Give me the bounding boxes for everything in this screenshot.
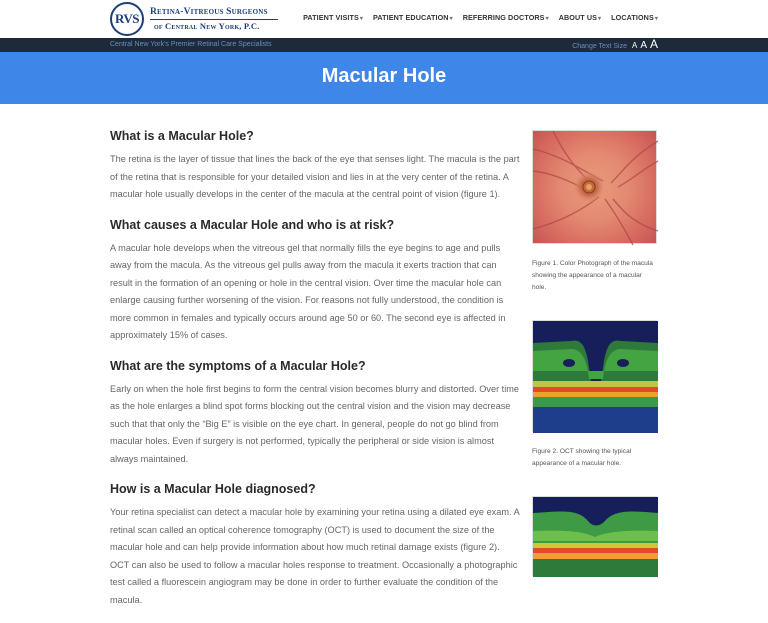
chevron-down-icon: ▾ xyxy=(598,16,602,22)
section-heading: How is a Macular Hole diagnosed? xyxy=(110,482,316,496)
nav-referring-doctors[interactable] xyxy=(463,13,549,22)
logo-wordmark xyxy=(150,7,278,32)
section-heading: What is a Macular Hole? xyxy=(110,129,254,143)
section-body: The retina is the layer of tissue that lines the back of the eye that senses light. The macula is the part of the retina that is responsible for your detailed vision and lies in at the very center of the retina. A macular hole usually develops in the center of the macula at the central point of vision (figure 1). xyxy=(110,154,520,199)
chevron-down-icon: ▾ xyxy=(545,16,549,22)
text-size-small-button[interactable]: A xyxy=(631,41,638,50)
chevron-down-icon: ▾ xyxy=(359,16,364,22)
nav-patient-education[interactable] xyxy=(373,13,453,22)
text-size-large-button[interactable]: A xyxy=(649,37,658,51)
chevron-down-icon: ▾ xyxy=(654,16,658,22)
nav-label: PATIENT EDUCATION xyxy=(373,13,449,22)
section-body: Your retina specialist can detect a macular hole by examining your retina using a dilated eye exam. A retinal scan called an optical coherence tomography (OCT) is used to document the size of the macular hole and can help provide information about how much retinal damage exists (figure 2). OCT can also be used to follow a macular holes response to treatment. Occasionally a photographic test called a fluorescein angiogram may be done in order to further evaluate the condition of the macula. xyxy=(110,507,520,605)
logo-line-1: Retina-Vitreous Surgeons xyxy=(150,6,268,17)
section-heading: What are the symptoms of a Macular Hole? xyxy=(110,358,366,373)
text-size-label: Change Text Size xyxy=(572,43,627,50)
logo-divider xyxy=(150,19,278,20)
text-size-control xyxy=(572,39,658,51)
nav-locations[interactable] xyxy=(611,13,658,22)
site-logo[interactable] xyxy=(110,2,278,36)
oct-scan-figure[interactable] xyxy=(532,320,657,432)
page-banner xyxy=(0,52,768,104)
oct-scan-figure[interactable] xyxy=(532,496,657,576)
oct-scan-icon xyxy=(533,497,658,577)
article-content xyxy=(110,129,520,623)
figure-sidebar xyxy=(532,130,657,576)
site-header xyxy=(0,0,768,38)
site-tagline: Central New York's Premier Retinal Care Specialists xyxy=(110,41,272,48)
nav-label: PATIENT VISITS xyxy=(303,13,359,22)
section-body: A macular hole develops when the vitreous gel that normally fills the eye begins to age and pulls away from the macula. As the vitreous gel pulls away from the macula it exerts traction that can result in the formation of an opening or hole in the central vision. Over time the macular hole can enlarge causing further worsening of the vision. For reasons not fully understood, the condition is more common in females and typically occurs around age 50 or 60. The second eye is affected in approximately 15% of cases. xyxy=(110,242,506,340)
nav-patient-visits[interactable] xyxy=(303,13,363,22)
oct-scan-icon xyxy=(533,321,658,433)
nav-about-us[interactable] xyxy=(559,13,601,22)
fundus-photo-icon xyxy=(533,131,658,245)
section-heading: What causes a Macular Hole and who is at risk? xyxy=(110,217,395,232)
figure-caption: Figure 1. Color Photograph of the macula showing the appearance of a macular hole. xyxy=(532,260,653,291)
nav-label: ABOUT US xyxy=(558,13,598,22)
nav-label: REFERRING DOCTORS xyxy=(462,13,545,22)
logo-badge: RVS xyxy=(110,2,144,36)
section-body: Early on when the hole first begins to form the central vision becomes blurry and distorted. Over time as the hole enlarges a blind spot forms blocking out the central vision and the vision may decrease such that that only the “Big E” is visible on the eye chart. In general, people do not go blind from macular holes. Even if surgery is not performed, typically the peripheral or side vision is almost always maintained. xyxy=(110,383,520,464)
fundus-photo-figure[interactable] xyxy=(532,130,657,244)
main-nav xyxy=(303,13,658,22)
chevron-down-icon: ▾ xyxy=(449,16,453,22)
logo-line-2: of Central New York, P.C. xyxy=(154,20,260,31)
nav-label: LOCATIONS xyxy=(611,13,654,22)
utility-bar xyxy=(0,38,768,52)
text-size-medium-button[interactable]: A xyxy=(640,40,647,51)
page-title: Macular Hole xyxy=(321,65,447,87)
figure-caption: Figure 2. OCT showing the typical appearance of a macular hole. xyxy=(532,448,632,467)
